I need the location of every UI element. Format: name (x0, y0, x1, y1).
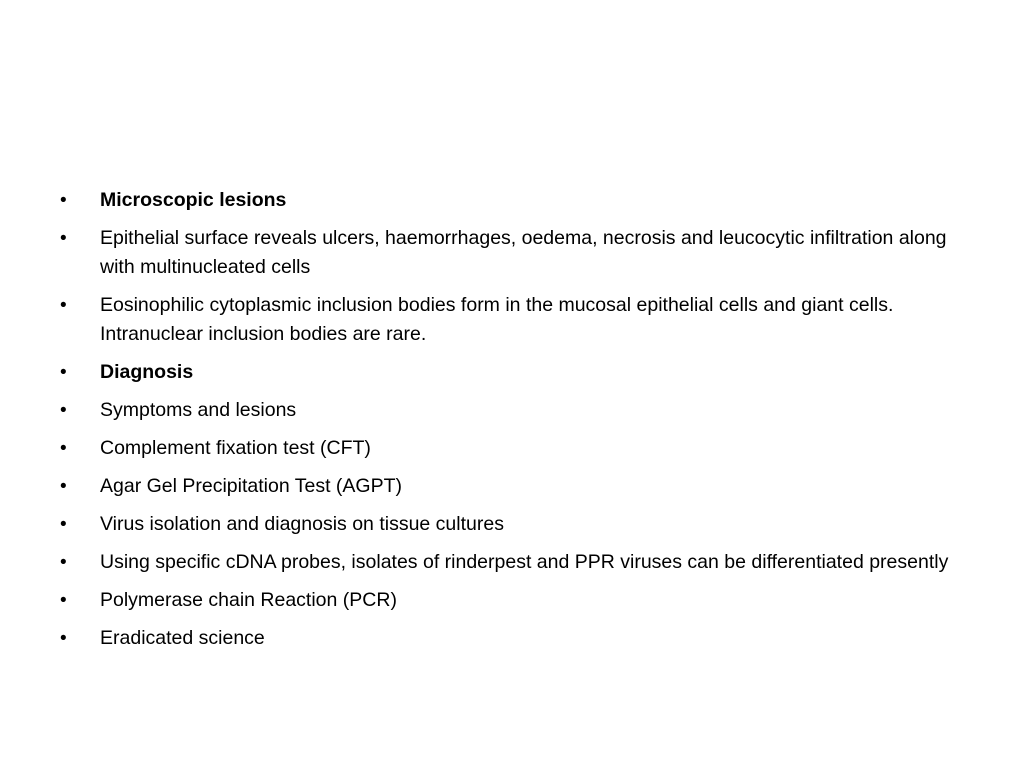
bullet-heading: Microscopic lesions (100, 189, 287, 211)
bullet-icon: • (60, 190, 67, 211)
bullet-item (60, 224, 970, 282)
bullet-text: Virus isolation and diagnosis on tissue cultures (100, 513, 504, 535)
bullet-text: Complement fixation test (CFT) (100, 437, 371, 459)
bullet-item (60, 434, 970, 463)
bullet-icon: • (60, 514, 67, 535)
bullet-icon: • (60, 628, 67, 649)
bullet-icon: • (60, 295, 67, 316)
bullet-icon: • (60, 438, 67, 459)
bullet-item (60, 548, 970, 577)
bullet-icon: • (60, 228, 67, 249)
bullet-item (60, 510, 970, 539)
bullet-list (60, 186, 970, 662)
bullet-text: Using specific cDNA probes, isolates of rinderpest and PPR viruses can be differentiated presently (100, 551, 949, 573)
bullet-item-microscopic-lesions (60, 186, 970, 215)
bullet-text: Eradicated science (100, 627, 265, 649)
bullet-icon: • (60, 590, 67, 611)
bullet-text: Epithelial surface reveals ulcers, haemorrhages, oedema, necrosis and leucocytic infiltration along with multinucleated cells (100, 227, 947, 278)
bullet-icon: • (60, 400, 67, 421)
bullet-text: Polymerase chain Reaction (PCR) (100, 589, 397, 611)
bullet-item (60, 291, 970, 349)
bullet-item (60, 586, 970, 615)
bullet-item (60, 472, 970, 501)
bullet-heading: Diagnosis (100, 361, 194, 383)
bullet-item (60, 624, 970, 653)
bullet-text: Symptoms and lesions (100, 399, 297, 421)
bullet-text: Eosinophilic cytoplasmic inclusion bodies form in the mucosal epithelial cells and giant cells. Intranuclear inclusion bodies are rare. (100, 294, 894, 345)
bullet-icon: • (60, 362, 67, 383)
bullet-icon: • (60, 476, 67, 497)
bullet-item (60, 396, 970, 425)
bullet-text: Agar Gel Precipitation Test (AGPT) (100, 475, 403, 497)
bullet-icon: • (60, 552, 67, 573)
bullet-item-diagnosis (60, 358, 970, 387)
